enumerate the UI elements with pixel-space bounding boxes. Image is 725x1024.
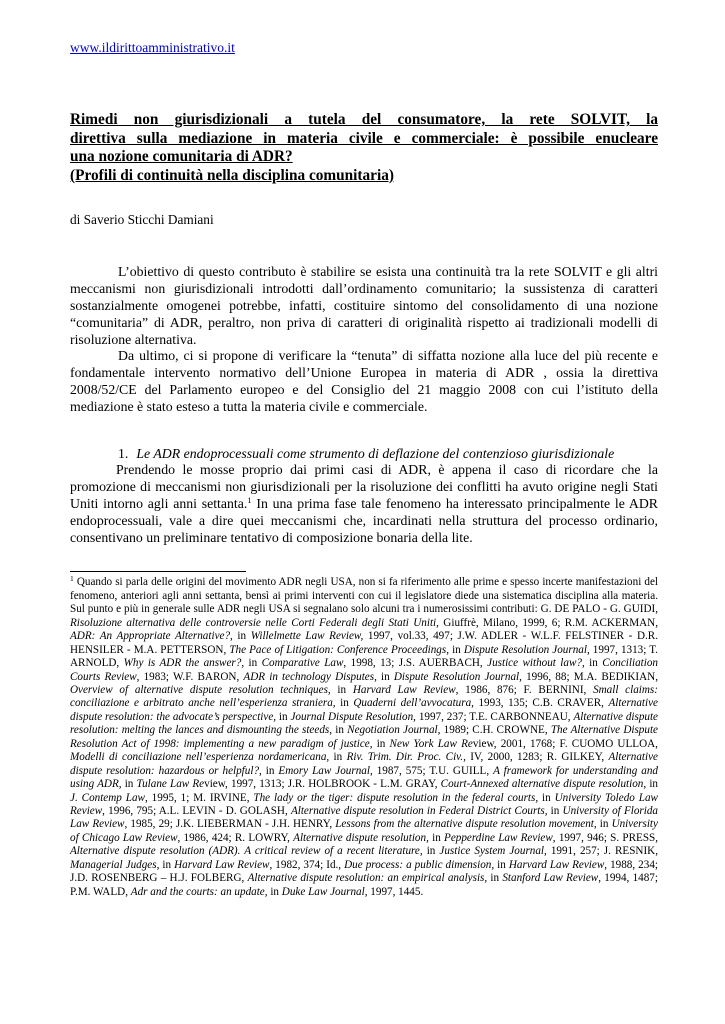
citation-title: Due process: a public dimension, <box>344 858 495 871</box>
paragraph-origins-part1: Prendendo le mosse proprio dai primi casi di ADR, è appena il caso di ricordare che la promozione di meccanismi non giurisdizionali per la risoluzione dei conflitti ha avuto origine negli Stati Uniti intorno agli anni settanta. <box>70 462 658 511</box>
citation-text: in <box>646 778 658 791</box>
citation-title: Alternative dispute resolution, <box>293 831 429 844</box>
citation-title: Journal Dispute Resolution <box>290 710 414 723</box>
footnote-separator <box>70 571 246 572</box>
citation-text: view, 2001, 1768; F. CUOMO ULLOA, <box>472 737 658 750</box>
citation-title: University of Florida Law Review <box>70 805 658 831</box>
citation-text: , 1997, 1445. <box>364 885 424 898</box>
paragraph-objective: Da ultimo, ci si propone di verificare la “tenuta” di siffatta nozione alla luce del più recente e fondamentale intervento normativo dell’Unione Europea in materia di ADR , ossia la direttiva 2008/52/CE del Parlamento europeo e del Consiglio del 21 maggio 2008 con cui l’istituto della mediazione è stato esteso a tutta la materia civile e commerciale. <box>70 348 658 414</box>
citation-title: Quaderni dell’avvocatura, <box>353 697 474 710</box>
citation-text: , 1995, 1; M. IRVINE, <box>144 791 254 804</box>
citation-title: Negotiation Journal <box>347 724 438 737</box>
citation-title: Conciliation Courts Review <box>70 657 658 683</box>
citation-title: The Pace of Litigation: Conference Proceedings, <box>229 643 449 656</box>
citation-text: in <box>330 683 353 696</box>
citation-title: Managerial Judges, <box>70 858 160 871</box>
citation-text: in <box>244 657 262 670</box>
citation-text: , 1986, 876; F. BERNINI, <box>455 683 594 696</box>
citation-text: in <box>159 858 175 871</box>
citation-title: Dispute Resolution Journal, <box>393 670 522 683</box>
citation-title: The lady or the tiger: dispute resolution in the federal courts, <box>253 791 539 804</box>
citation-text: , 1989; C.H. CROWNE, <box>437 724 551 737</box>
citation-text: 1991, 257; J. RESNIK, <box>546 845 658 858</box>
citation-text: , 1982, 374; Id., <box>269 858 345 871</box>
citation-text: in <box>335 697 354 710</box>
citation-title: Alternative dispute resolution: the advocate’s perspective, <box>70 697 658 723</box>
citation-text: 1996, 88; M.A. BEDIKIAN, <box>521 670 658 683</box>
citation-text: in <box>449 643 464 656</box>
citation-title: New York Law Re <box>389 737 473 750</box>
citation-text: in <box>547 805 563 818</box>
citation-text: in <box>584 657 603 670</box>
citation-text: 1997, vol.33, 497; J.W. ADLER - W.L.F. FELSTINER - D.R. HENSILER - M.A. PETTERSON, <box>70 630 658 656</box>
citation-text: in <box>329 751 347 764</box>
citation-title: Alternative dispute resolution: hazardous or helpful?, <box>70 751 658 777</box>
author-line: di Saverio Sticchi Damiani <box>70 212 214 228</box>
citation-title: Alternative dispute resolution: an empirical analysis, <box>247 872 488 885</box>
citation-text: 1997, 1313; T. ARNOLD, <box>70 643 658 670</box>
citation-title: Overview of alternative dispute resolution techniques, <box>70 683 331 696</box>
citation-title: Comparative Law <box>261 657 344 670</box>
citation-text: in <box>494 858 509 871</box>
section-number: 1. <box>118 445 129 461</box>
citation-title: J. Contemp Law <box>70 791 145 804</box>
footnote-citations <box>70 617 658 898</box>
citation-title: Court-Annexed alternative dispute resolution, <box>440 778 647 791</box>
citation-title: Lessons from the alternative dispute resolution movement, <box>335 818 597 831</box>
paragraph-origins <box>70 462 658 546</box>
citation-title: Harvard Law Review <box>352 683 456 696</box>
citation-title: Small claims: conciliazione e arbitrato anche nell’esperienza straniera, <box>70 683 658 710</box>
footnote <box>70 576 658 899</box>
citation-title: Justice without law?, <box>487 657 585 670</box>
citation-title: Risoluzione alternativa delle controversie nelle Corti Federali degli Stati Uniti, <box>70 616 439 629</box>
citation-text: , in <box>230 630 251 643</box>
footnote-reference[interactable]: 1 <box>247 494 252 505</box>
citation-title: Willelmette Law Review, <box>250 630 364 643</box>
citation-title: Pepperdine Law Review <box>444 831 553 844</box>
citation-text: , 1987, 575; T.U. GUILL, <box>369 764 494 777</box>
title-line-3: una nozione comunitaria di ADR? <box>70 148 293 166</box>
citation-text: Giuffrè, Milano, 1999, 6; R.M. ACKERMAN, <box>438 616 658 629</box>
footnote-number: 1 <box>70 574 74 584</box>
citation-title: Harvard Law Review <box>508 858 605 871</box>
citation-text: , 1998, 13; J.S. AUERBACH, <box>343 657 488 670</box>
citation-title: Modelli di conciliazione nell’esperienza nordamericana, <box>70 751 330 764</box>
citation-text: in <box>261 764 279 777</box>
document-page <box>70 40 658 899</box>
citation-text: , 1986, 424; R. LOWRY, <box>177 831 294 844</box>
section-title: Le ADR endoprocessuali come strumento di deflazione del contenzioso giurisdizionale <box>136 445 615 461</box>
citation-title: Alternative dispute resolution in Federal District Courts, <box>290 805 548 818</box>
citation-title: ADR: An Appropriate Alternative? <box>70 630 231 643</box>
article-title <box>70 111 658 185</box>
citation-text: , 1997, 946; S. PRESS, <box>552 831 658 844</box>
citation-text: IV, 2000, 1283; R. GILKEY, <box>465 751 609 764</box>
citation-title: The Alternative Dispute Resolution Act of 1998: implementing a new paradigm of justice, <box>70 724 658 750</box>
citation-text: in <box>332 724 348 737</box>
site-link[interactable]: www.ildirittoamministrativo.it <box>70 40 235 55</box>
citation-title: ADR in technology Disputes, <box>243 670 377 683</box>
citation-title: Adr and the courts: an update, <box>130 885 268 898</box>
citation-title: Alternative dispute resolution: melting the lances and dismounting the steeds, <box>70 710 658 737</box>
citation-text: , 1996, 795; A.L. LEVIN - D. GOLASH, <box>102 805 291 818</box>
citation-text: in <box>428 831 445 844</box>
citation-text: in <box>376 670 394 683</box>
citation-title: A framework for understanding and using ADR, <box>70 764 658 791</box>
citation-text: 1993, 135; C.B. CRAVER, <box>473 697 609 710</box>
citation-text: in <box>487 872 503 885</box>
citation-title: Why is ADR the answer?, <box>123 657 245 670</box>
citation-title: Riv. Trim. Dir. Proc. Civ., <box>346 751 466 764</box>
citation-title: Alternative dispute resolution (ADR). A critical review of a recent literature, <box>70 845 423 858</box>
citation-title: University Toledo Law Review <box>70 791 658 818</box>
footnote-intro: Quando si parla delle origini del movimento ADR negli USA, non si fa riferimento alle prime e spesso incerte manifestazioni del fenomeno, anteriori agli anni settanta, bensì ai primi interventi con cui il legislatore diede una sistematica disciplina alla materia. Sul punto e più in generale sulle ADR negli USA si segnalano solo alcuni tra i numerosissimi contributi: G. DE PALO - G. GUIDI, <box>70 576 658 616</box>
citation-text: in <box>276 710 291 723</box>
title-line-1: Rimedi non giurisdizionali a tutela del consumatore, la rete SOLVIT, la <box>70 111 658 128</box>
citation-text: , 1994, 1487; P.M. WALD, <box>70 872 658 898</box>
citation-title: Tulane Law Re <box>136 778 205 791</box>
citation-text: in <box>267 885 282 898</box>
citation-text: view, 1997, 1313; J.R. HOLBROOK - L.M. GRAY, <box>204 778 441 791</box>
citation-text: , 1988, 234; J.D. ROSENBERG – H.J. FOLBERG, <box>70 858 658 885</box>
citation-title: Stanford Law Review <box>502 872 599 885</box>
title-line-2: direttiva sulla mediazione in materia civile e commerciale: è possibile enucleare <box>70 129 658 147</box>
citation-text: , 1983; W.F. BARON, <box>136 670 244 683</box>
citation-text: in <box>596 818 612 831</box>
citation-title: Emory Law Journal <box>278 764 370 777</box>
title-line-4: (Profili di continuità nella disciplina comunitaria) <box>70 166 394 184</box>
citation-text: in <box>372 737 390 750</box>
citation-title: University of Chicago Law Review <box>70 818 658 844</box>
citation-title: Duke Law Journal <box>281 885 365 898</box>
citation-text: , 1997, 237; T.E. CARBONNEAU, <box>413 710 574 723</box>
section-heading <box>70 446 658 463</box>
citation-text: in <box>121 778 137 791</box>
paragraph-origins-part2: In una prima fase tale fenomeno ha interessato principalmente le ADR endoprocessuali, vale a dire quei meccanismi che, incardinati nella struttura del processo ordinario, consentivano un preliminare tentativo di composizione bonaria della lite. <box>70 495 658 545</box>
citation-title: Justice System Journal, <box>439 845 547 858</box>
citation-text: in <box>422 845 440 858</box>
citation-title: Dispute Resolution Journal, <box>463 643 590 656</box>
paragraph-intro: L’obiettivo di questo contributo è stabilire se esista una continuità tra la rete SOLVIT e gli altri meccanismi non giurisdizionali introdotti dall’ordinamento comunitario; la sussistenza di caratteri sostanzialmente omogenei potrebbe, infatti, costituire sintomo del consolidamento di una nozione “comunitaria” di ADR, peraltro, non priva di caratteri di originalità rispetto ai tradizionali modelli di risoluzione alternativa. <box>70 264 658 347</box>
citation-title: Harvard Law Review <box>174 858 270 871</box>
citation-text: in <box>538 791 555 804</box>
citation-text: , 1985, 29; J.K. LIEBERMAN - J.H. HENRY, <box>124 818 336 831</box>
